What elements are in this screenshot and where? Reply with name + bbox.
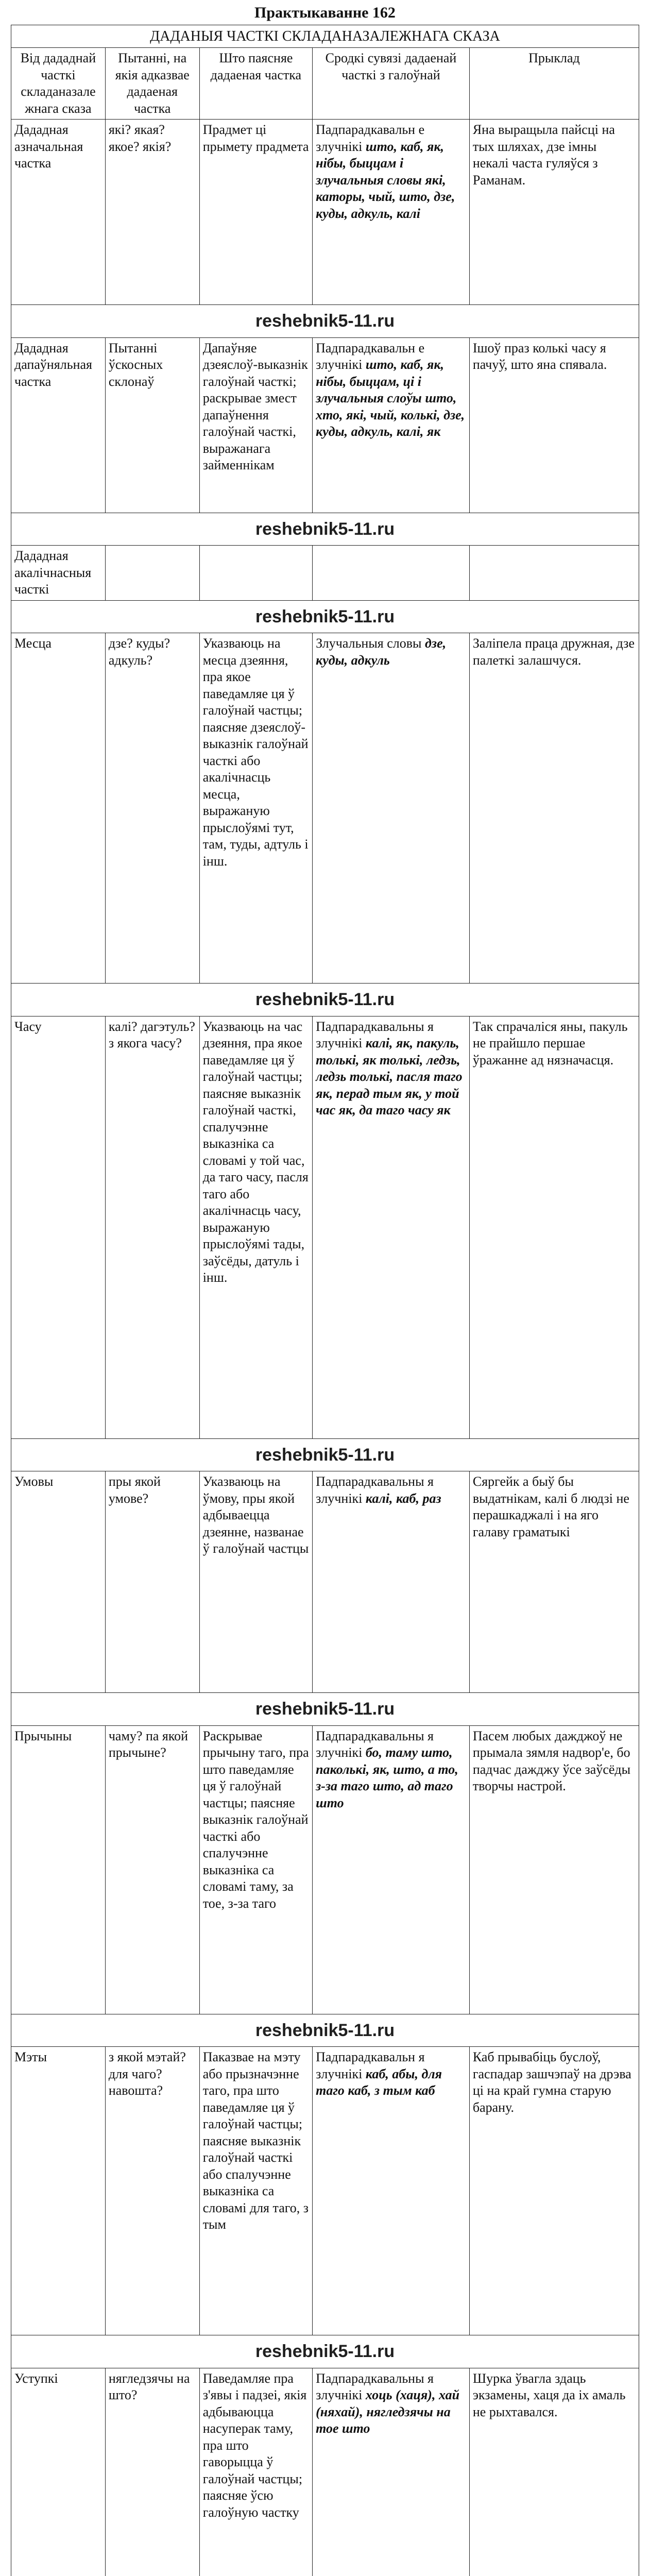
cell-explains-text: Указваюць на ўмову, пры якой адбываецца дзеянне, названае ў галоўнай частцы: [202, 1474, 309, 1556]
cell-means: [313, 546, 470, 601]
cell-explains: [199, 2047, 312, 2335]
watermark-cell: [11, 984, 639, 1016]
cell-type-text: Дададная азначальная частка: [14, 122, 83, 171]
header-type: Від дададнай часткі складаназале жнага сказа: [11, 48, 106, 120]
cell-means: [313, 1016, 470, 1438]
cell-type: [11, 633, 106, 984]
cell-explains: [199, 1016, 312, 1438]
watermark-row: [11, 1438, 639, 1471]
cell-example-text: Шурка ўвагла здаць экзамены, хаця да іх амаль не рыхтавался.: [472, 2370, 626, 2419]
watermark-row: [11, 600, 639, 633]
table-row: [11, 1725, 639, 2014]
means-bold: што, каб, як, нібы, быццам, ці і злучальныя слоўы што, хто, які, чый, колькі, дзе, куды, адкуль, калі, як: [316, 357, 465, 439]
header-means: Сродкі сувязі дадаенай часткі з галоўнай: [313, 48, 470, 120]
cell-type-text: Дададная дапаўняльная частка: [14, 340, 92, 389]
watermark-cell: [11, 305, 639, 338]
table-row: [11, 1016, 639, 1438]
table-caption: ДАДАНЫЯ ЧАСТКІ СКЛАДАНАЗАЛЕЖНАГА СКАЗА: [11, 25, 639, 48]
cell-example: [469, 1016, 639, 1438]
cell-example-text: Заліпела праца дружная, дзе палеткі залашчуся.: [472, 636, 635, 668]
watermark-cell: [11, 600, 639, 633]
cell-type-text: Мэты: [14, 2049, 47, 2064]
watermark-cell: [11, 2335, 639, 2368]
cell-questions-text: які? якая? якое? якія?: [108, 122, 172, 154]
means-plain: Падпарадкавальны я злучнікі: [316, 1019, 434, 1050]
means-bold: бо, таму што, паколькі, як, што, а то, з-за таго што, ад таго што: [316, 1745, 458, 1810]
grammar-table: [11, 25, 639, 2576]
cell-type-text: Часу: [14, 1019, 42, 1034]
table-caption-row: [11, 25, 639, 48]
cell-type: [11, 546, 106, 601]
means-bold: хоць (хаця), хай (няхай), нягледзячы на тое што: [316, 2387, 460, 2436]
means-plain: Падпарадкавальны я злучнікі: [316, 1728, 434, 1760]
watermark-row: [11, 513, 639, 546]
table-row: [11, 337, 639, 513]
cell-example: [469, 2368, 639, 2576]
table-row: [11, 2047, 639, 2335]
cell-explains: [199, 2368, 312, 2576]
watermark-row: [11, 2014, 639, 2047]
means-plain: Падпарадкавальн я злучнікі: [316, 2049, 425, 2081]
cell-type-text: Умовы: [14, 1474, 54, 1489]
cell-explains-text: Паказвае на мэту або прызначэнне таго, пра што паведамляе ця ў галоўнай частцы; паясняе выказнік галоўнай часткі або спалучэнне выказніка са словамі для таго, з тым: [202, 2049, 309, 2232]
watermark-row: [11, 984, 639, 1016]
cell-type-text: Дададная акалічнасныя часткі: [14, 548, 92, 597]
means-bold: каб, абы, для таго каб, з тым каб: [316, 2066, 442, 2098]
cell-questions: [105, 2368, 199, 2576]
cell-explains-text: Дапаўняе дзеяслоў-выказнік галоўнай часткі; раскрывае змест дапаўнення галоўнай часткі, выражанага займеннікам: [202, 340, 308, 472]
watermark-text: reshebnik5-11.ru: [255, 1445, 395, 1465]
cell-type: [11, 1016, 106, 1438]
cell-questions-text: дзе? куды? адкуль?: [108, 636, 170, 668]
means-bold: што, каб, як, нібы, быццам і злучальныя словы які, каторы, чый, што, дзе, куды, адкуль, калі: [316, 139, 455, 221]
cell-type: [11, 2047, 106, 2335]
cell-type: [11, 2368, 106, 2576]
cell-questions: [105, 337, 199, 513]
cell-questions: [105, 1471, 199, 1693]
cell-example: [469, 1725, 639, 2014]
watermark-row: [11, 305, 639, 338]
cell-example: [469, 2047, 639, 2335]
watermark-text: reshebnik5-11.ru: [255, 519, 395, 539]
cell-example-text: Сяргейк а быў бы выдатнікам, калі б людзі не перашкаджалі і на яго галаву граматыкі: [472, 1474, 629, 1539]
cell-explains: [199, 633, 312, 984]
cell-explains-text: Паведамляе пра з'явы і падзеі, якія адбываюцца насуперак таму, пра што гаворыцца ў галоўнай частцы; паясняе ўсю галоўную частку: [202, 2370, 307, 2520]
cell-questions: [105, 120, 199, 305]
cell-type-text: Месца: [14, 636, 52, 651]
header-example: Прыклад: [469, 48, 639, 120]
cell-explains: [199, 1725, 312, 2014]
cell-type: [11, 120, 106, 305]
cell-explains-text: Раскрывае прычыну таго, пра што паведамляе ця ў галоўнай частцы; паясняе выказнік галоўнай часткі або спалучэнне выказніка са словамі таму, за тое, з-за таго: [202, 1728, 309, 1911]
cell-explains: [199, 120, 312, 305]
watermark-cell: [11, 2014, 639, 2047]
table-row: [11, 1471, 639, 1693]
watermark-cell: [11, 1693, 639, 1726]
cell-type-text: Прычыны: [14, 1728, 72, 1743]
cell-example-text: Так спрачаліся яны, пакуль не прайшло першае ўражанне ад нязначасця.: [472, 1019, 628, 1067]
cell-questions-text: чаму? па якой прычыне?: [108, 1728, 189, 1760]
table-header-row: [11, 48, 639, 120]
cell-questions: [105, 546, 199, 601]
watermark-text: reshebnik5-11.ru: [255, 1699, 395, 1719]
cell-questions: [105, 2047, 199, 2335]
watermark-text: reshebnik5-11.ru: [255, 990, 395, 1009]
header-explains: Што паясняе дадаеная частка: [199, 48, 312, 120]
means-plain: Падпарадкавальн е злучнікі: [316, 122, 425, 154]
watermark-row: [11, 2335, 639, 2368]
cell-example-text: Пасем любых дажджоў не прымала зямля надвор'е, бо падчас дажджу ўсе заўсёды творчы настрой.: [472, 1728, 631, 1793]
table-row: [11, 120, 639, 305]
cell-explains-text: Указваюць на месца дзеяння, пра якое паведамляе ця ў галоўнай частцы; паясняе дзеяслоў-выказнік галоўнай часткі або акалічнасць месца, выражаную прыслоўямі тут, там, туды, адтуль і інш.: [202, 636, 309, 869]
cell-means: [313, 633, 470, 984]
cell-questions-text: пры якой умове?: [108, 1474, 161, 1506]
cell-explains: [199, 1471, 312, 1693]
cell-type: [11, 337, 106, 513]
means-plain: Падпарадкавальны я злучнікі: [316, 1474, 434, 1506]
cell-questions-text: з якой мэтай? для чаго? навошта?: [108, 2049, 186, 2098]
cell-explains: [199, 546, 312, 601]
cell-type: [11, 1725, 106, 2014]
means-plain: Падпарадкавальны я злучнікі: [316, 2370, 434, 2402]
cell-questions-text: Пытанні ўскосных склонаў: [108, 340, 163, 389]
table-row: [11, 546, 639, 601]
means-bold: калі, як, пакуль, толькі, як толькі, ледзь, ледзь толькі, пасля таго як, перад тым як, у той час як, да таго часу як: [316, 1036, 463, 1117]
means-plain: Злучальныя словы: [316, 636, 422, 651]
cell-means: [313, 120, 470, 305]
cell-example-text: Каб прывабіць буслоў, гаспадар зашчэпаў на дрэва ці на край гумна старую барану.: [472, 2049, 631, 2115]
cell-explains: [199, 337, 312, 513]
cell-means: [313, 1725, 470, 2014]
cell-example-text: Яна выращыла пайсці на тых шляхах, дзе імны некалі часта гуляўся з Раманам.: [472, 122, 615, 188]
page-title: Практыкаванне 162: [254, 4, 396, 21]
cell-means: [313, 1471, 470, 1693]
cell-example: [469, 546, 639, 601]
watermark-cell: [11, 1438, 639, 1471]
cell-explains-text: Указваюць на час дзеяння, пра якое паведамляе ця ў галоўнай частцы; паясняе выказнік галоўнай часткі, спалучэнне выказніка са словамі у той час, да таго часу, пасля таго або акалічнасць часу, выражаную прыслоўямі тады, заўсёды, датуль і інш.: [202, 1019, 309, 1285]
watermark-cell: [11, 513, 639, 546]
watermark-row: [11, 1693, 639, 1726]
watermark-text: reshebnik5-11.ru: [255, 311, 395, 331]
means-bold: дзе, куды, адкуль: [316, 636, 447, 668]
watermark-text: reshebnik5-11.ru: [255, 2020, 395, 2040]
cell-means: [313, 337, 470, 513]
means-plain: Падпарадкавальн е злучнікі: [316, 340, 425, 372]
cell-questions: [105, 633, 199, 984]
cell-example: [469, 120, 639, 305]
cell-questions-text: нягледзячы на што?: [108, 2370, 190, 2402]
cell-explains-text: Прадмет ці прымету прадмета: [202, 122, 309, 154]
watermark-text: reshebnik5-11.ru: [255, 2342, 395, 2361]
table-row: [11, 2368, 639, 2576]
table-row: [11, 633, 639, 984]
cell-type-text: Уступкі: [14, 2370, 58, 2386]
cell-example: [469, 1471, 639, 1693]
cell-questions-text: калі? дагэтуль? з якога часу?: [108, 1019, 195, 1050]
means-bold: калі, каб, раз: [365, 1490, 441, 1506]
cell-means: [313, 2368, 470, 2576]
header-questions: Пытанні, на якія адказвае дадаеная частка: [105, 48, 199, 120]
cell-questions: [105, 1725, 199, 2014]
watermark-text: reshebnik5-11.ru: [255, 606, 395, 626]
cell-type: [11, 1471, 106, 1693]
cell-questions: [105, 1016, 199, 1438]
cell-means: [313, 2047, 470, 2335]
cell-example: [469, 633, 639, 984]
cell-example: [469, 337, 639, 513]
cell-example-text: Ішоў праз колькі часу я пачуў, што яна спявала.: [472, 340, 607, 372]
